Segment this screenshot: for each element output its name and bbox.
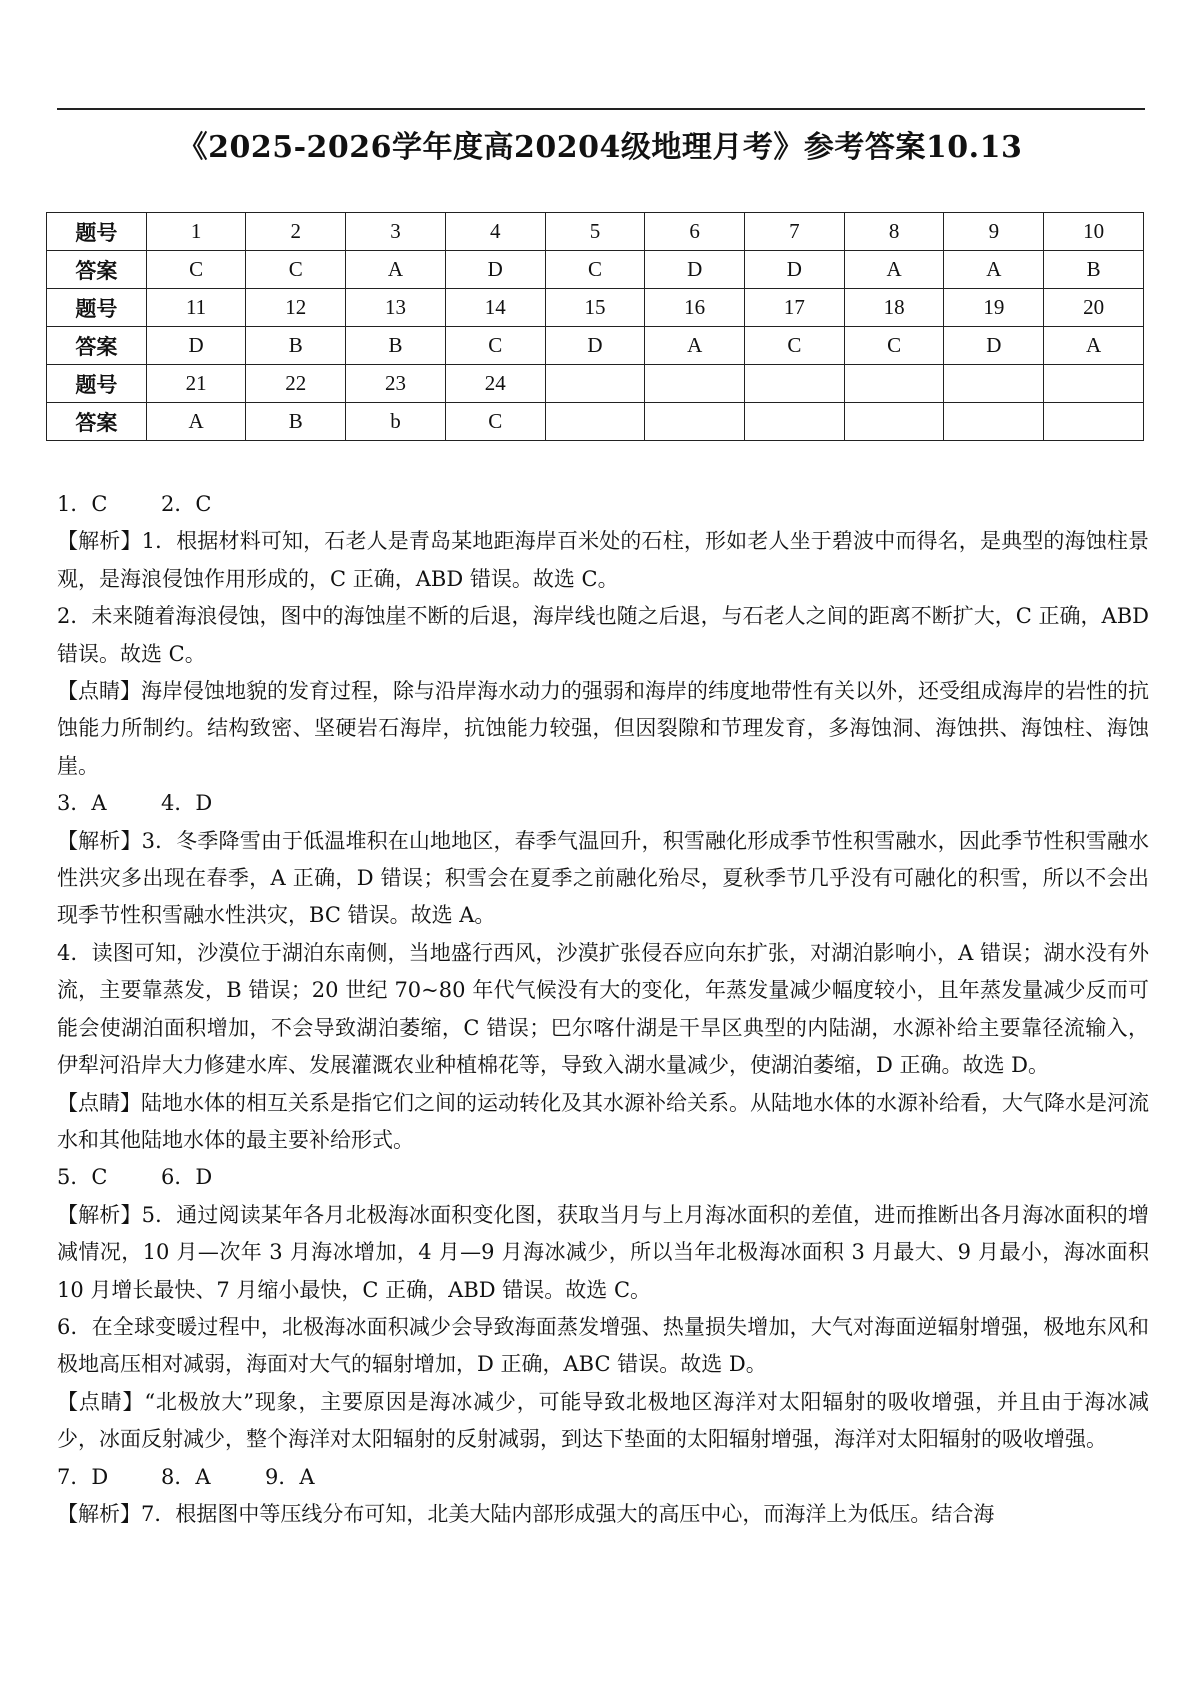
- question-number-cell: [944, 365, 1044, 403]
- question-number-cell: 23: [346, 365, 446, 403]
- answer-summary-item: 5．C: [57, 1165, 108, 1190]
- answer-cell: B: [246, 327, 346, 365]
- answer-summary-item: 3．A: [57, 791, 107, 816]
- answer-cell: D: [745, 251, 845, 289]
- answer-cell: [1044, 403, 1144, 441]
- explanations: [57, 486, 1149, 1533]
- answer-cell: B: [246, 403, 346, 441]
- question-number-cell: 12: [246, 289, 346, 327]
- answer-cell: A: [844, 251, 944, 289]
- analysis-paragraph: 【解析】5．通过阅读某年各月北极海冰面积变化图，获取当月与上月海冰面积的差值，进而推断出各月海冰面积的增减情况，10 月—次年 3 月海冰增加，4 月—9 月海冰减少，所以当年北极海冰面积 3 月最大、9 月最小，海冰面积 10 月增长最快、7 月缩小最快，C 正确，ABD 错误。故选 C。: [57, 1202, 1149, 1302]
- answer-summary-item: 9．A: [265, 1464, 315, 1489]
- question-number-cell: [645, 365, 745, 403]
- page-title: 《2025-2026学年度高20204级地理月考》参考答案10.13: [177, 130, 1023, 165]
- question-number-row: [47, 365, 1144, 403]
- key-point-paragraph: 【点睛】“北极放大”现象，主要原因是海冰减少，可能导致北极地区海洋对太阳辐射的吸收增强，并且由于海冰减少，冰面反射减少，整个海洋对太阳辐射的反射减弱，到达下垫面的太阳辐射增强，海洋对太阳辐射的吸收增强。: [57, 1389, 1149, 1452]
- question-number-cell: 11: [146, 289, 246, 327]
- question-number-cell: 3: [346, 213, 446, 251]
- explanation-paragraph: 4．读图可知，沙漠位于湖泊东南侧，当地盛行西风，沙漠扩张侵吞应向东扩张，对湖泊影响小，A 错误；湖水没有外流，主要靠蒸发，B 错误；20 世纪 70~80 年代气候没有大的变化，年蒸发量减少幅度较小，且年蒸发量减少反而可能会使湖泊面积增加，不会导致湖泊萎缩，C 错误；巴尔喀什湖是干旱区典型的内陆湖，水源补给主要靠径流输入，伊犁河沿岸大力修建水库、发展灌溉农业种植棉花等，导致入湖水量减少，使湖泊萎缩，D 正确。故选 D。: [57, 940, 1149, 1078]
- question-number-row: [47, 289, 1144, 327]
- question-row-label: 题号: [47, 213, 147, 251]
- answer-cell: [745, 403, 845, 441]
- answer-cell: [645, 403, 745, 441]
- answer-cell: [545, 403, 645, 441]
- question-number-cell: 5: [545, 213, 645, 251]
- key-point-paragraph: 【点睛】陆地水体的相互关系是指它们之间的运动转化及其水源补给关系。从陆地水体的水源补给看，大气降水是河流水和其他陆地水体的最主要补给形式。: [57, 1090, 1149, 1152]
- question-number-cell: [545, 365, 645, 403]
- answer-cell: C: [844, 327, 944, 365]
- question-number-cell: 7: [745, 213, 845, 251]
- question-number-cell: 19: [944, 289, 1044, 327]
- answer-row: [47, 327, 1144, 365]
- question-number-cell: 17: [745, 289, 845, 327]
- answer-row: [47, 403, 1144, 441]
- question-number-cell: 6: [645, 213, 745, 251]
- question-number-cell: 16: [645, 289, 745, 327]
- answer-cell: [944, 403, 1044, 441]
- answer-cell: C: [146, 251, 246, 289]
- answer-row-label: 答案: [47, 251, 147, 289]
- analysis-paragraph: 【解析】7．根据图中等压线分布可知，北美大陆内部形成强大的高压中心，而海洋上为低压。结合海: [57, 1501, 995, 1526]
- top-rule: [57, 108, 1145, 110]
- question-number-cell: 14: [445, 289, 545, 327]
- answer-cell: D: [645, 251, 745, 289]
- key-point-paragraph: 【点睛】海岸侵蚀地貌的发育过程，除与沿岸海水动力的强弱和海岸的纬度地带性有关以外，还受组成海岸的岩性的抗蚀能力所制约。结构致密、坚硬岩石海岸，抗蚀能力较强，但因裂隙和节理发育，多海蚀洞、海蚀拱、海蚀柱、海蚀崖。: [57, 679, 1149, 778]
- answer-summary-item: 8．A: [161, 1464, 211, 1489]
- question-number-cell: 2: [246, 213, 346, 251]
- answer-summary-item: 2．C: [161, 492, 212, 516]
- explanation-paragraph: 2．未来随着海浪侵蚀，图中的海蚀崖不断的后退，海岸线也随之后退，与石老人之间的距离不断扩大，C 正确，ABD 错误。故选 C。: [57, 604, 1149, 666]
- explanation-paragraph: 6．在全球变暖过程中，北极海冰面积减少会导致海面蒸发增强、热量损失增加，大气对海面逆辐射增强，极地东风和极地高压相对减弱，海面对大气的辐射增加，D 正确，ABC 错误。故选 D。: [57, 1314, 1149, 1377]
- answer-cell: A: [346, 251, 446, 289]
- analysis-paragraph: 【解析】1．根据材料可知，石老人是青岛某地距海岸百米处的石柱，形如老人坐于碧波中而得名，是典型的海蚀柱景观，是海浪侵蚀作用形成的，C 正确，ABD 错误。故选 C。: [57, 529, 1149, 591]
- question-number-cell: 20: [1044, 289, 1144, 327]
- answer-cell: D: [146, 327, 246, 365]
- question-number-cell: 9: [944, 213, 1044, 251]
- answer-cell: b: [346, 403, 446, 441]
- question-number-cell: 15: [545, 289, 645, 327]
- answer-cell: C: [445, 327, 545, 365]
- answer-cell: D: [445, 251, 545, 289]
- answer-cell: C: [745, 327, 845, 365]
- answer-summary-item: 1．C: [57, 492, 108, 516]
- answer-summary-item: 4．D: [161, 791, 213, 816]
- answer-row-label: 答案: [47, 327, 147, 365]
- answer-cell: D: [944, 327, 1044, 365]
- answer-summary-line: [57, 785, 1149, 822]
- question-number-cell: 4: [445, 213, 545, 251]
- question-number-cell: 21: [146, 365, 246, 403]
- answer-cell: [844, 403, 944, 441]
- answer-cell: B: [346, 327, 446, 365]
- question-row-label: 题号: [47, 289, 147, 327]
- answer-summary-item: 6．D: [161, 1165, 213, 1190]
- answer-cell: A: [944, 251, 1044, 289]
- question-number-cell: [1044, 365, 1144, 403]
- answer-row: [47, 251, 1144, 289]
- answer-cell: C: [545, 251, 645, 289]
- answer-cell: D: [545, 327, 645, 365]
- answer-row-label: 答案: [47, 403, 147, 441]
- question-number-cell: 10: [1044, 213, 1144, 251]
- answer-key-table: [46, 212, 1144, 441]
- question-number-cell: [745, 365, 845, 403]
- question-row-label: 题号: [47, 365, 147, 403]
- question-number-cell: 18: [844, 289, 944, 327]
- answer-cell: C: [445, 403, 545, 441]
- analysis-paragraph: 【解析】3．冬季降雪由于低温堆积在山地地区，春季气温回升，积雪融化形成季节性积雪融水，因此季节性积雪融水性洪灾多出现在春季，A 正确，D 错误；积雪会在夏季之前融化殆尽，夏秋季节几乎没有可融化的积雪，所以不会出现季节性积雪融水性洪灾，BC 错误。故选 A。: [57, 828, 1149, 928]
- answer-summary-line: [57, 1459, 1149, 1496]
- question-number-cell: 8: [844, 213, 944, 251]
- answer-summary-item: 7．D: [57, 1464, 109, 1489]
- answer-summary-line: [57, 1159, 1149, 1196]
- answer-cell: B: [1044, 251, 1144, 289]
- answer-cell: C: [246, 251, 346, 289]
- question-number-cell: 13: [346, 289, 446, 327]
- question-number-cell: 24: [445, 365, 545, 403]
- question-number-cell: 22: [246, 365, 346, 403]
- question-number-cell: 1: [146, 213, 246, 251]
- question-number-cell: [844, 365, 944, 403]
- answer-summary-line: [57, 486, 1149, 523]
- question-number-row: [47, 213, 1144, 251]
- answer-cell: A: [146, 403, 246, 441]
- answer-cell: A: [1044, 327, 1144, 365]
- answer-cell: A: [645, 327, 745, 365]
